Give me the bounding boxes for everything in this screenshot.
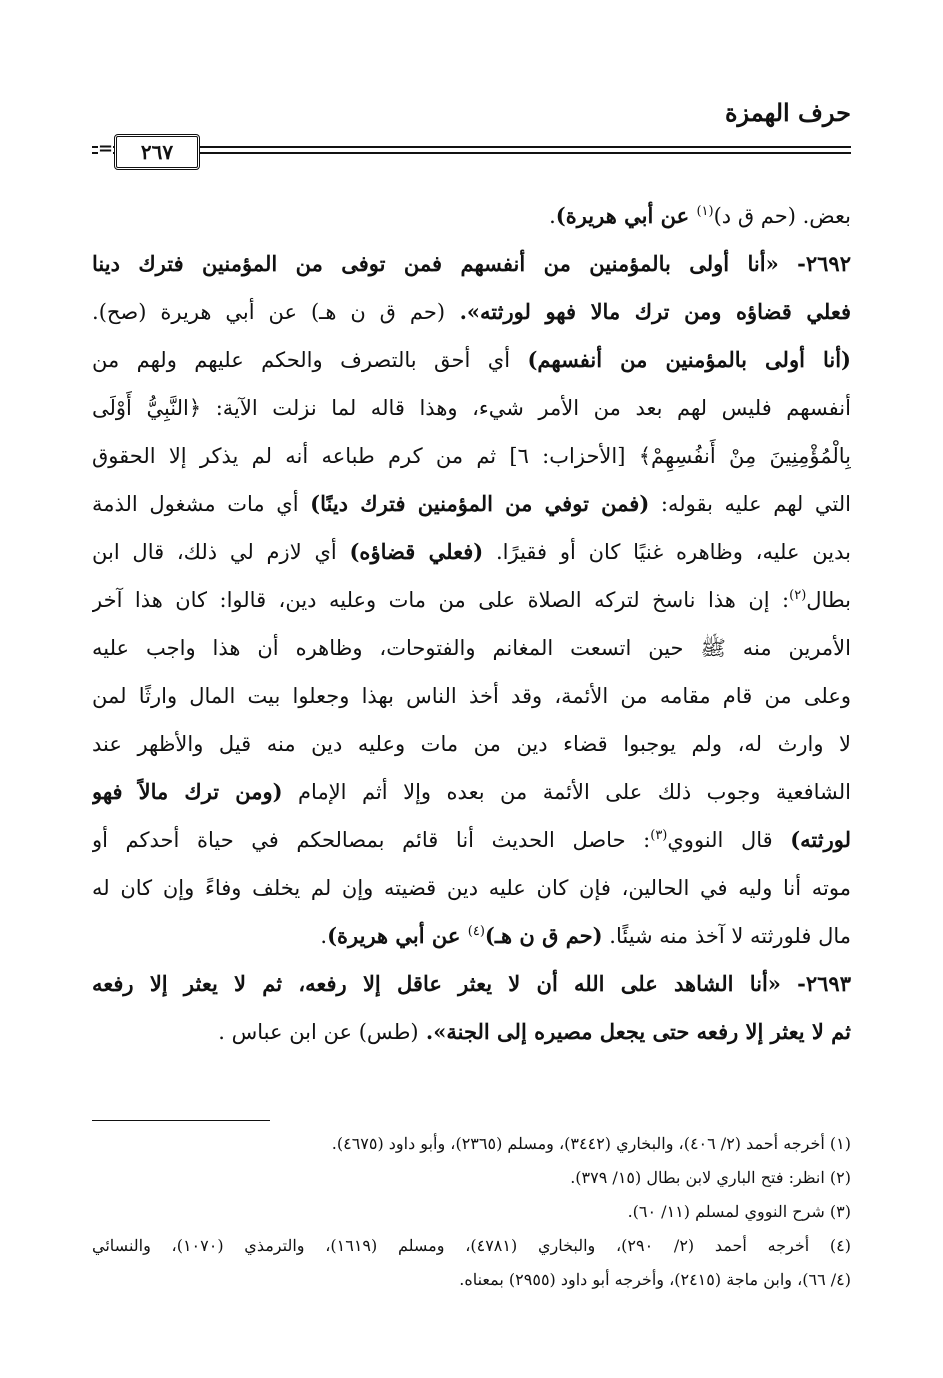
text-run: أي مات مشغول الذمة <box>92 492 311 516</box>
text-run: أي لازم لي ذلك، قال ابن <box>92 540 350 564</box>
text-run: بطال <box>806 588 851 612</box>
text-line <box>92 1008 851 1056</box>
text-run: (طس) عن ابن عباس . <box>218 1020 419 1044</box>
text-run: فعلي قضاؤه ومن ترك مالا فهو لورثته». <box>445 299 851 324</box>
header-rule <box>92 134 851 170</box>
main-text <box>92 192 851 1056</box>
text-run: (حم ق ن هـ) <box>484 923 603 948</box>
footnote: (٣) شرح النووي لمسلم (١١/ ٦٠). <box>627 1202 851 1221</box>
text-run: (فعلي قضاؤه) <box>349 539 484 564</box>
footnote-marker: (٤) <box>467 924 485 939</box>
text-line <box>92 960 851 1008</box>
text-line <box>92 432 851 480</box>
text-run: . <box>320 924 328 948</box>
text-run: . <box>549 204 556 228</box>
text-run: مال فلورثته لا آخذ منه شيئًا. <box>602 924 851 948</box>
text-run: عن أبي هريرة) <box>327 923 468 948</box>
text-run: ٢٦٩٣- «أنا الشاهد على الله أن لا يعثر عاقل إلا رفعه، ثم لا يعثر إلا رفعه <box>92 971 851 996</box>
text-run: وعلى من قام مقامه من الأئمة، وقد أخذ الناس بهذا وجعلوا بيت المال وارثًا لمن <box>92 684 851 708</box>
text-line <box>92 240 851 288</box>
text-run: : حاصل الحديث أنا قائم بمصالحكم في حياة أحدكم أو <box>92 828 651 852</box>
footnote: (٤/ ٦٦)، وابن ماجة (٢٤١٥)، وأخرجه أبو داود (٢٩٥٥) بمعناه. <box>459 1270 851 1289</box>
text-run: لا وارث له، ولم يوجبوا قضاء دين من مات وعليه دين منه قيل والأظهر عند <box>92 732 851 756</box>
text-run: ٢٦٩٢- «أنا أولى بالمؤمنين من أنفسهم فمن توفى من المؤمنين فترك دينا <box>92 251 851 276</box>
text-line <box>92 528 851 576</box>
text-run: قال النووي <box>667 828 791 852</box>
footnote: (٤) أخرجه أحمد (٢/ ٢٩٠)، والبخاري (٤٧٨١)، ومسلم (١٦١٩)، والترمذي (١٠٧٠)، والنسائي <box>92 1236 851 1255</box>
footnote-separator <box>92 1120 270 1121</box>
text-line <box>92 720 851 768</box>
footnote: (٢) انظر: فتح الباري لابن بطال (١٥/ ٣٧٩). <box>570 1168 851 1187</box>
header-rule-line-top <box>92 146 851 148</box>
text-line <box>92 864 851 912</box>
text-line <box>92 816 851 864</box>
footnote-marker: (٢) <box>789 588 807 603</box>
text-run: بعض. <box>795 204 851 228</box>
footnote: (١) أخرجه أحمد (٢/ ٤٠٦)، والبخاري (٣٤٤٢)، ومسلم (٢٣٦٥)، وأبو داود (٤٦٧٥). <box>331 1134 851 1153</box>
text-run: الشافعية وجوب ذلك على الأئمة من بعده وإلا أثم الإمام <box>282 780 851 804</box>
text-line <box>92 288 851 336</box>
text-run: الأمرين منه ﷺ حين اتسعت المغانم والفتوحات، وظاهره أن هذا واجب عليه <box>92 636 851 660</box>
text-line <box>92 768 851 816</box>
footnote-marker: (٣) <box>650 828 668 843</box>
text-run: (حم ق د) <box>713 204 796 228</box>
text-line <box>92 336 851 384</box>
text-line <box>92 624 851 672</box>
footnote-marker: (١) <box>696 204 714 219</box>
text-run: ثم لا يعثر إلا رفعه حتى يجعل مصيره إلى الجنة». <box>418 1019 851 1044</box>
text-run: (ومن ترك مالاً فهو <box>92 779 283 804</box>
text-line <box>92 672 851 720</box>
text-run: التي لهم عليه بقوله: <box>649 492 851 516</box>
text-run: بدين عليه، وظاهره غنيًا كان أو فقيرًا. <box>483 540 851 564</box>
header-rule-mark: = <box>98 138 114 159</box>
page-number: ٢٦٧ <box>114 134 200 170</box>
text-run: بِالْمُؤْمِنِينَ مِنْ أَنفُسِهِمْ﴾ [الأحزاب: ٦] ثم من كرم طباعه أنه لم يذكر إلا الحقوق <box>92 444 851 468</box>
text-run: عن أبي هريرة) <box>555 203 697 228</box>
text-run: : إن هذا ناسخ لتركه الصلاة على من مات وعليه دين، قالوا: كان هذا آخر <box>92 588 790 612</box>
text-run: لورثته) <box>790 827 851 852</box>
running-header-title: حرف الهمزة <box>724 98 851 127</box>
text-line <box>92 192 851 240</box>
text-run: أي أحق بالتصرف والحكم عليهم ولهم من <box>92 348 528 372</box>
footnotes <box>92 1127 851 1297</box>
text-run: أنفسهم فليس لهم بعد من الأمر شيء، وهذا قاله لما نزلت الآية: ﴿النَّبِيُّ أَوْلَى <box>92 396 851 420</box>
text-line <box>92 576 851 624</box>
text-line <box>92 480 851 528</box>
text-run: (فمن توفي من المؤمنين فترك دينًا) <box>310 491 650 516</box>
text-run: (أنا أولى بالمؤمنين من أنفسهم) <box>527 347 851 372</box>
header-rule-line-bottom <box>92 152 851 154</box>
text-run: موته أنا وليه في الحالين، فإن كان عليه دين قضيته وإن لم يخلف وفاءً وإن كان له <box>92 876 851 900</box>
text-line <box>92 912 851 960</box>
text-line <box>92 384 851 432</box>
text-run: . <box>92 300 99 324</box>
text-run: (حم ق ن هـ) عن أبي هريرة (صح) <box>98 300 446 324</box>
